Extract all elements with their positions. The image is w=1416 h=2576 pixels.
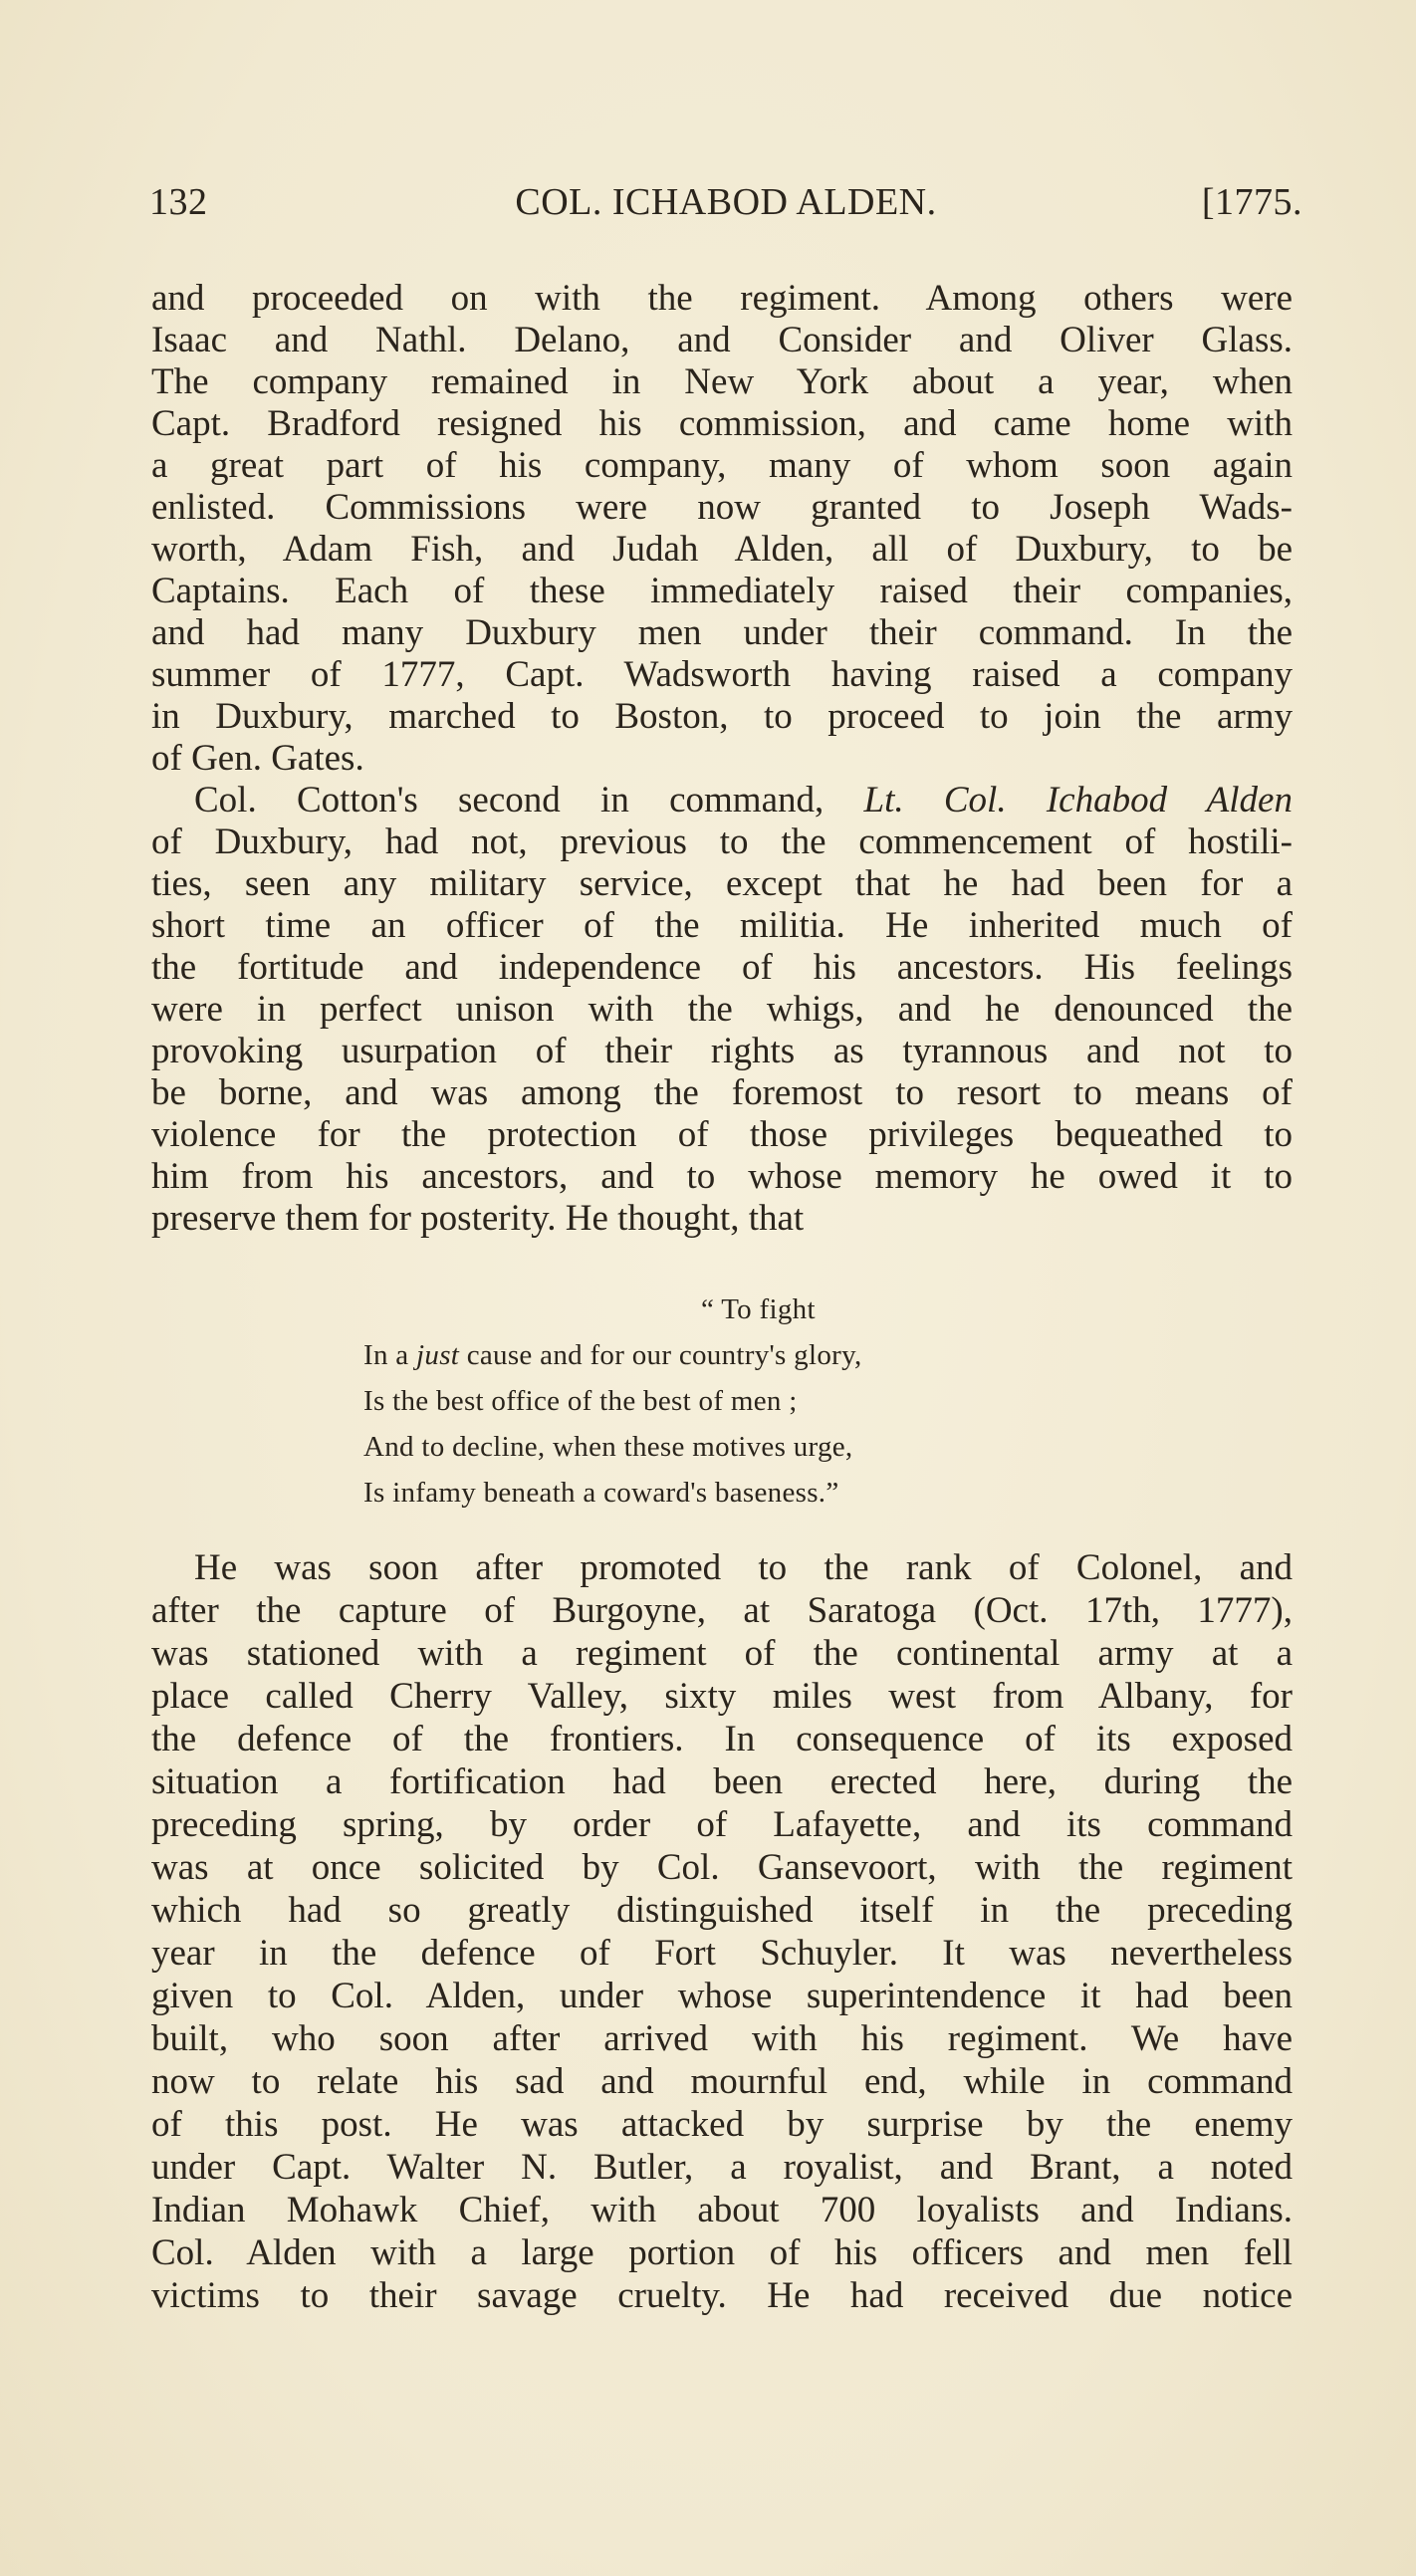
text-line: and proceeded on with the regiment. Among others were (151, 278, 1293, 319)
text-line: of Duxbury, had not, previous to the commencement of hostili- (151, 821, 1293, 862)
text-line: were in perfect unison with the whigs, and he denounced the (151, 989, 1293, 1030)
verse-line: Is the best office of the best of men ; (363, 1385, 798, 1417)
text-line: built, who soon after arrived with his regiment. We have (151, 2018, 1293, 2059)
italic-name: Lt. Col. Ichabod Alden (863, 780, 1293, 820)
text-line: Indian Mohawk Chief, with about 700 loyalists and Indians. (151, 2190, 1293, 2230)
text-line: of this post. He was attacked by surprise by the enemy (151, 2104, 1293, 2145)
text-line: now to relate his sad and mournful end, while in command (151, 2061, 1293, 2102)
text-line: enlisted. Commissions were now granted to Joseph Wads- (151, 487, 1293, 528)
text-line: He was soon after promoted to the rank of Colonel, and (194, 1547, 1293, 1588)
verse-line: Is infamy beneath a coward's baseness.” (363, 1477, 839, 1509)
italic-word: just (416, 1339, 460, 1371)
text-line: short time an officer of the militia. He inherited much of (151, 905, 1293, 946)
text-run: Col. Cotton's second in command, (194, 780, 864, 820)
text-line: situation a fortification had been erected here, during the (151, 1761, 1293, 1802)
text-line: the defence of the frontiers. In consequence of its exposed (151, 1719, 1293, 1759)
verse-line (363, 1337, 862, 1373)
text-line: was stationed with a regiment of the continental army at a (151, 1633, 1293, 1674)
text-line: year in the defence of Fort Schuyler. It was nevertheless (151, 1933, 1293, 1974)
text-line: and had many Duxbury men under their command. In the (151, 612, 1293, 653)
text-line: which had so greatly distinguished itself in the preceding (151, 1890, 1293, 1931)
verse-line: “ To fight (701, 1293, 816, 1325)
page-number: 132 (149, 181, 208, 223)
text-line: The company remained in New York about a year, when (151, 361, 1293, 402)
text-run: cause and for our country's glory, (459, 1339, 862, 1371)
text-line: him from his ancestors, and to whose memory he owed it to (151, 1156, 1293, 1197)
running-header (149, 177, 1302, 227)
text-line: ties, seen any military service, except that he had been for a (151, 863, 1293, 904)
text-line: place called Cherry Valley, sixty miles west from Albany, for (151, 1676, 1293, 1717)
text-line: under Capt. Walter N. Butler, a royalist, and Brant, a noted (151, 2147, 1293, 2188)
text-line: provoking usurpation of their rights as tyrannous and not to (151, 1031, 1293, 1071)
verse-line: And to decline, when these motives urge, (363, 1431, 853, 1463)
text-line: the fortitude and independence of his ancestors. His feelings (151, 947, 1293, 988)
text-line: worth, Adam Fish, and Judah Alden, all of Duxbury, to be (151, 529, 1293, 570)
text-line: Col. Alden with a large portion of his officers and men fell (151, 2232, 1293, 2273)
text-line (194, 779, 1293, 822)
text-line: a great part of his company, many of whom soon again (151, 445, 1293, 486)
text-line: Isaac and Nathl. Delano, and Consider and Oliver Glass. (151, 320, 1293, 360)
text-line: Capt. Bradford resigned his commission, and came home with (151, 403, 1293, 444)
text-line: in Duxbury, marched to Boston, to proceed to join the army (151, 696, 1293, 737)
text-line: be borne, and was among the foremost to resort to means of (151, 1072, 1293, 1113)
text-line: summer of 1777, Capt. Wadsworth having raised a company (151, 654, 1293, 695)
text-run: In a (363, 1339, 417, 1371)
text-line: of Gen. Gates. (151, 738, 364, 779)
text-line: victims to their savage cruelty. He had received due notice (151, 2275, 1293, 2316)
text-line: Captains. Each of these immediately raised their companies, (151, 571, 1293, 611)
text-line: was at once solicited by Col. Gansevoort, with the regiment (151, 1847, 1293, 1888)
header-year: [1775. (1201, 181, 1302, 223)
running-title: COL. ICHABOD ALDEN. (515, 181, 937, 223)
text-line: preserve them for posterity. He thought, that (151, 1198, 805, 1239)
text-line: after the capture of Burgoyne, at Saratoga (Oct. 17th, 1777), (151, 1590, 1293, 1631)
text-line: violence for the protection of those privileges bequeathed to (151, 1114, 1293, 1155)
text-line: preceding spring, by order of Lafayette, and its command (151, 1804, 1293, 1845)
text-line: given to Col. Alden, under whose superintendence it had been (151, 1976, 1293, 2016)
